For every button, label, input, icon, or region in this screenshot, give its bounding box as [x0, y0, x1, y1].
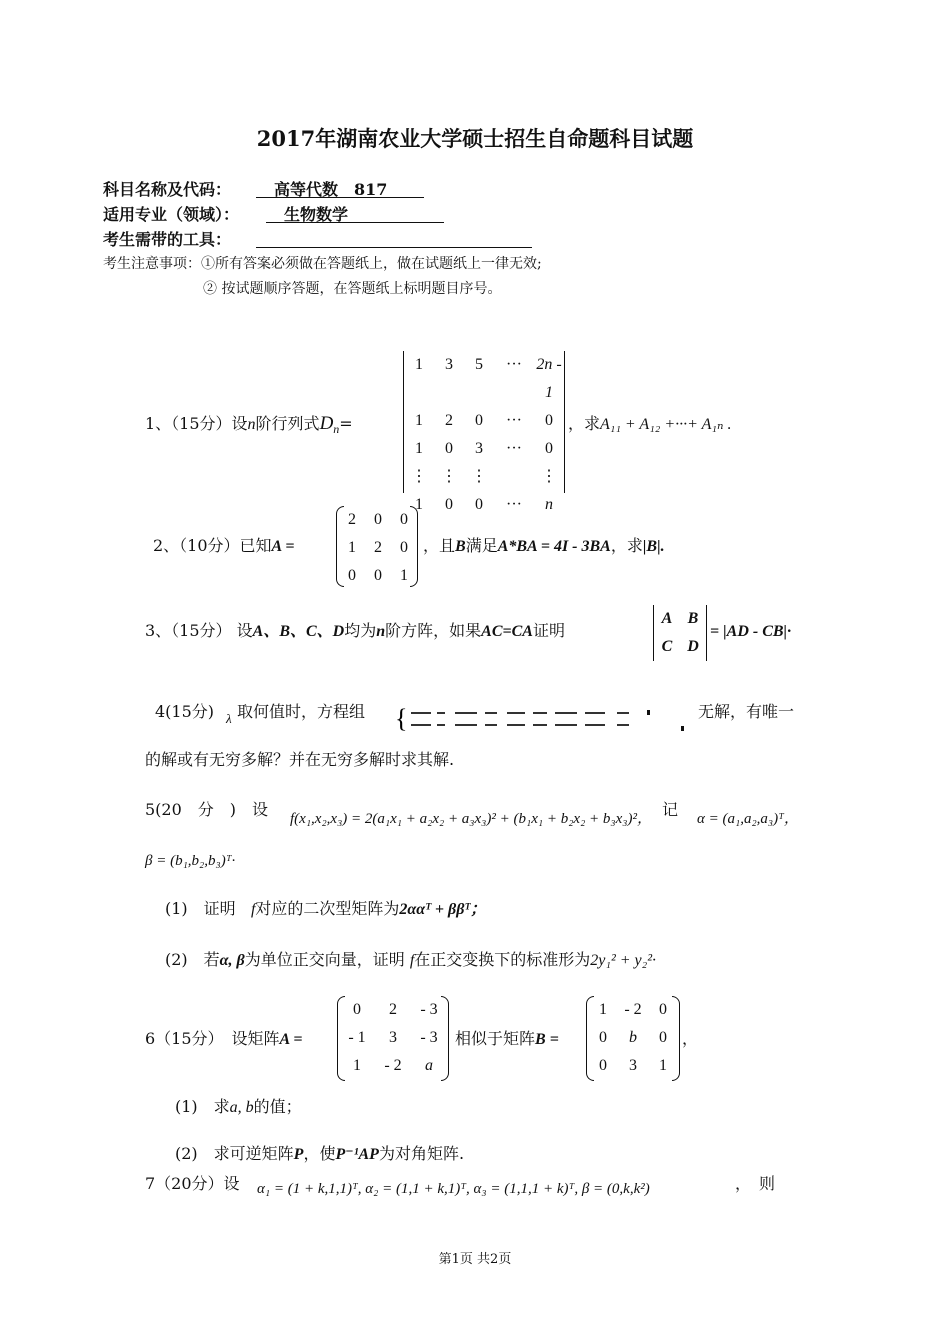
matrix-cell: 2 [374, 539, 382, 556]
q1-determinant-grid [404, 351, 564, 519]
q3-block-grid [654, 605, 706, 661]
matrix-cell: 2 [348, 511, 356, 528]
matrix-cell: ⋮ [471, 468, 487, 485]
matrix-cell: 0 [374, 567, 382, 584]
q3-block-determinant [653, 605, 707, 661]
matrix-cell: 5 [475, 356, 483, 373]
q1-prefix: 1、（15分）设n阶行列式$D_n=$ [145, 413, 353, 437]
q7-expression: α₁ = (1 + k,1,1)ᵀ, α₂ = (1,1 + k,1)ᵀ, α₃ = (1,1,1 + k)ᵀ, β = (0,k,k²) [257, 1181, 650, 1197]
major-value: 生物数学 [266, 202, 444, 223]
major-label: 适用专业（领域）： [103, 205, 240, 224]
matrix-cell: - 3 [420, 1001, 438, 1018]
q5-beta-def: β = (b₁,b₂,b₃)ᵀ· [145, 853, 236, 869]
matrix-cell: ··· [506, 412, 522, 429]
matrix-cell: 0 [659, 1001, 667, 1018]
q4-tail: 无解，有唯一 [698, 702, 795, 721]
subject-label: 科目名称及代码： [103, 180, 232, 199]
matrix-cell: 1 [353, 1057, 361, 1074]
q6-matrix-b-grid [586, 996, 680, 1080]
matrix-cell: 1 [415, 412, 423, 429]
q2-cond: ，且B满足A*BA = 4I - 3BA，求|B|. [423, 536, 665, 555]
matrix-cell: 2n - 1 [536, 356, 562, 401]
q6-prefix: 6（15分） 设矩阵A = [145, 1029, 303, 1048]
q4-lambda: λ [226, 711, 232, 726]
page-footer: 第1页 共2页 [438, 1252, 512, 1267]
matrix-cell: 0 [475, 412, 483, 429]
matrix-cell: 1 [415, 356, 423, 373]
matrix-cell: ⋮ [541, 468, 557, 485]
notice-line-2: ② 按试题顺序答题，在答题纸上标明题目序号。 [203, 281, 502, 297]
q3-text: 3、（15分） 设A、B、C、D均为n阶方阵，如果AC=CA证明 [145, 621, 565, 640]
matrix-cell: 1 [400, 567, 408, 584]
matrix-cell: 0 [374, 511, 382, 528]
tools-label: 考生需带的工具： [103, 230, 232, 249]
q2-prefix: 2、（10分）已知A = [153, 536, 295, 555]
matrix-cell: ··· [506, 356, 522, 373]
q5-part2: (2) 若α, β为单位正交向量，证明 f在正交变换下的标准形为2y₁² + y₂²· [165, 950, 657, 969]
svg-text:{: { [395, 704, 408, 733]
q5-prefix: 5(20 分 ) 设 [145, 800, 269, 819]
page-title: 2017年湖南农业大学硕士招生自命题科目试题 [256, 126, 694, 151]
q6-part2: (2) 求可逆矩阵P，使P⁻¹AP为对角矩阵. [175, 1144, 465, 1163]
q2-matrix [336, 506, 418, 587]
matrix-cell: C [661, 638, 673, 655]
matrix-cell: a [425, 1057, 433, 1074]
matrix-cell: - 2 [384, 1057, 402, 1074]
subject-value: 高等代数 817 [256, 177, 424, 198]
matrix-cell: 1 [415, 496, 423, 513]
matrix-cell: 2 [445, 412, 453, 429]
matrix-cell: 0 [348, 567, 356, 584]
matrix-cell: 0 [599, 1029, 607, 1046]
q4-equation-system-image [395, 703, 687, 739]
q1-determinant [403, 351, 565, 513]
matrix-cell: 1 [659, 1057, 667, 1074]
q6-part1: (1) 求a, b的值； [175, 1097, 302, 1116]
matrix-cell: A [661, 610, 673, 627]
q5-part1: (1) 证明 f对应的二次型矩阵为2ααᵀ + ββᵀ； [165, 899, 487, 918]
matrix-cell: 3 [475, 440, 483, 457]
q6-matrix-a [337, 996, 449, 1081]
q3-rhs: = |AD - CB|· [710, 623, 792, 640]
q2-matrix-grid [336, 506, 418, 590]
matrix-cell: 2 [389, 1001, 397, 1018]
notice-line-1: 考生注意事项：①所有答案必须做在答题纸上，做在试题纸上一律无效; [103, 256, 542, 272]
matrix-cell: 0 [545, 440, 553, 457]
matrix-cell: 0 [545, 412, 553, 429]
q4-line2: 的解或有无穷多解？并在无穷多解时求其解. [145, 750, 455, 769]
matrix-cell: ··· [506, 440, 522, 457]
matrix-cell: 3 [629, 1057, 637, 1074]
matrix-cell: 0 [659, 1029, 667, 1046]
matrix-cell: 1 [348, 539, 356, 556]
q6-end: ， [682, 1029, 699, 1048]
q5-alpha-def: α = (a₁,a₂,a₃)ᵀ， [697, 811, 799, 827]
tools-value [256, 227, 532, 248]
matrix-cell: n [545, 496, 553, 513]
q7-prefix: 7（20分）设 [145, 1174, 240, 1193]
q5-note-label: 记 [662, 800, 679, 819]
q1-ask: ，求A₁₁ + A₁₂ +···+ A₁ₙ . [568, 414, 732, 433]
matrix-cell: 0 [353, 1001, 361, 1018]
matrix-cell: 3 [445, 356, 453, 373]
matrix-cell: ⋮ [441, 468, 457, 485]
matrix-cell: 0 [400, 539, 408, 556]
matrix-cell: ··· [506, 496, 522, 513]
matrix-cell: 0 [475, 496, 483, 513]
q7-tail: ， 则 [735, 1174, 776, 1193]
matrix-cell [494, 463, 534, 491]
matrix-cell: 0 [445, 496, 453, 513]
q4-prefix: 4(15分) [155, 702, 215, 721]
q4-mid: 取何值时，方程组 [237, 702, 366, 721]
matrix-cell: 0 [445, 440, 453, 457]
matrix-cell: ⋮ [411, 468, 427, 485]
q6-mid: 相似于矩阵B = [455, 1029, 559, 1048]
q5-function: f(x₁,x₂,x₃) = 2(a₁x₁ + a₂x₂ + a₃x₃)² + (b₁x₁ + b₂x₂ + b₃x₃)²， [290, 811, 653, 827]
matrix-cell: - 2 [624, 1001, 642, 1018]
q6-matrix-a-grid [337, 996, 449, 1080]
matrix-cell: 1 [599, 1001, 607, 1018]
matrix-cell: - 3 [420, 1029, 438, 1046]
matrix-cell: b [629, 1029, 637, 1046]
matrix-cell: - 1 [348, 1029, 366, 1046]
matrix-cell: 1 [415, 440, 423, 457]
matrix-cell: 0 [400, 511, 408, 528]
q6-matrix-b [586, 996, 680, 1081]
matrix-cell: D [687, 638, 699, 655]
matrix-cell: B [687, 610, 699, 627]
matrix-cell: 0 [599, 1057, 607, 1074]
matrix-cell: 3 [389, 1029, 397, 1046]
